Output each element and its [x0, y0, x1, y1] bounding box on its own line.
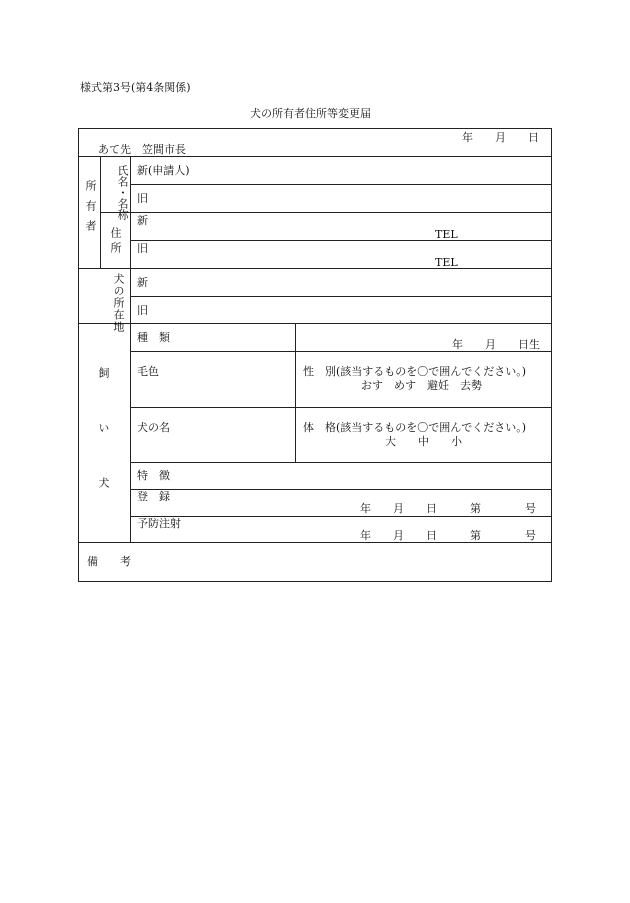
divider	[130, 156, 131, 542]
addressee: あて先 笠間市長	[98, 143, 186, 156]
divider	[130, 462, 552, 463]
dog-coat-label: 毛色	[137, 365, 159, 378]
divider	[130, 351, 552, 352]
divider	[130, 184, 552, 185]
divider	[78, 156, 552, 157]
divider	[295, 323, 296, 462]
dog-size-options: 大 中 小	[385, 435, 462, 448]
divider	[130, 516, 552, 517]
dog-location-old: 旧	[137, 304, 148, 317]
dog-registration-label: 登 録	[137, 490, 170, 503]
divider	[130, 407, 552, 408]
divider	[78, 542, 552, 543]
header-date: 年 月 日	[462, 131, 539, 144]
divider	[78, 323, 552, 324]
owner-name-old: 旧	[137, 192, 148, 205]
divider	[130, 489, 552, 490]
owner-address-old: 旧	[137, 242, 148, 255]
divider	[100, 156, 101, 268]
owner-section-label: 所有者	[84, 180, 97, 240]
divider	[100, 212, 552, 213]
form-number: 様式第3号(第4条関係)	[80, 81, 191, 94]
dog-sex-options: おす めす 避妊 去勢	[361, 379, 482, 392]
form-title: 犬の所有者住所等変更届	[250, 107, 371, 120]
remarks-label: 備 考	[87, 555, 131, 568]
divider	[78, 268, 552, 269]
dog-location-label: 犬の所在地	[112, 273, 125, 333]
owner-address-label: 住所	[109, 227, 122, 257]
owner-name-label: 氏名・名称	[116, 165, 129, 220]
divider	[130, 296, 552, 297]
dog-location-new: 新	[137, 276, 148, 289]
owner-name-new: 新(申請人)	[137, 164, 190, 177]
dog-size-line: 体 格(該当するものを〇で囲んでください。)	[303, 421, 527, 434]
dog-registration-line: 年 月 日 第 号	[360, 502, 536, 515]
dog-birth-date: 年 月 日生	[452, 338, 540, 351]
owner-tel-old: TEL	[435, 256, 458, 269]
dog-name-label: 犬の名	[137, 421, 170, 434]
dog-section-label: 飼い犬	[97, 367, 110, 532]
dog-breed-label: 種 類	[137, 331, 170, 344]
dog-features-label: 特 徴	[137, 469, 170, 482]
dog-vaccination-line: 年 月 日 第 号	[360, 529, 536, 542]
dog-vaccination-label: 予防注射	[137, 517, 181, 530]
divider	[130, 240, 552, 241]
owner-address-new: 新	[137, 214, 148, 227]
dog-sex-line: 性 別(該当するものを〇で囲んでください。)	[303, 365, 527, 378]
owner-tel-new: TEL	[435, 228, 458, 241]
